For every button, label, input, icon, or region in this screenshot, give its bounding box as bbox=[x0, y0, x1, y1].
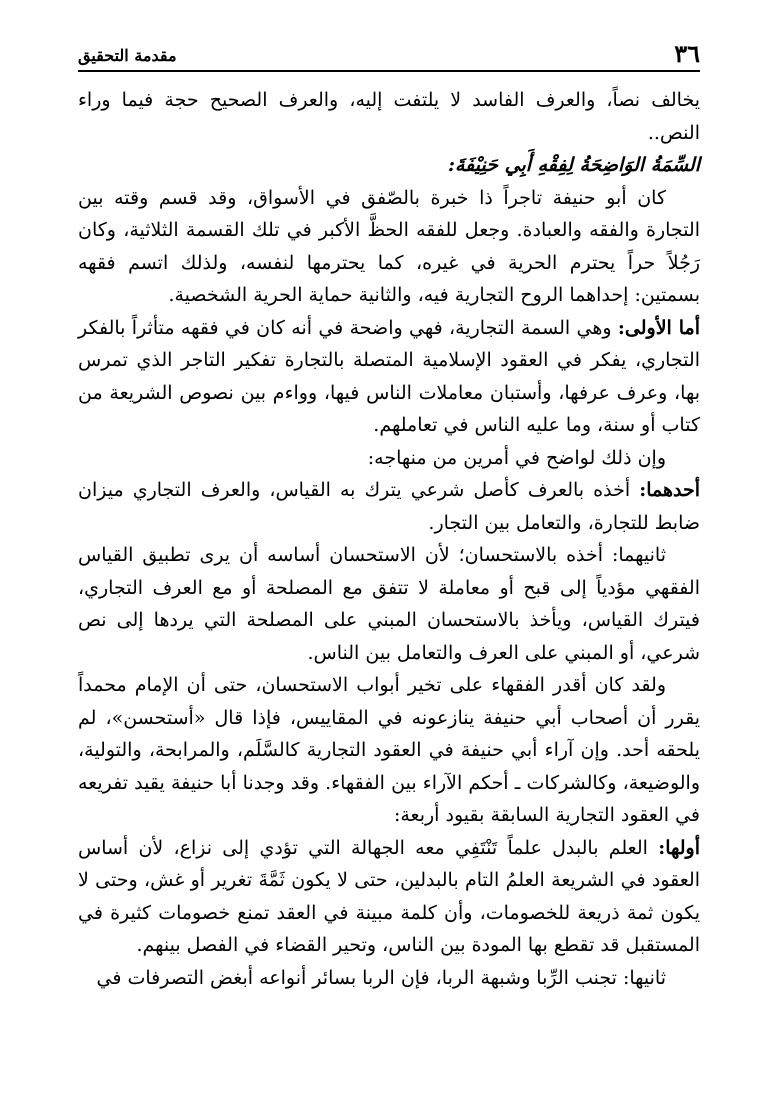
paragraph: يخالف نصاً، والعرف الفاسد لا يلتفت إليه، والعرف الصحيح حجة فيما وراء النص.. bbox=[78, 89, 700, 144]
paragraph-text: تجنب الرِّبا وشبهة الربا، فإن الربا بسائر أنواعه أبغض التصرفات في bbox=[96, 966, 623, 989]
paragraph: وإن ذلك لواضح في أمرين من منهاجه: bbox=[367, 446, 666, 469]
paragraph: ولقد كان أقدر الفقهاء على تخير أبواب الاستحسان، حتى أن الإمام محمداً يقرر أن أصحاب أبي حنيفة ينازعونه في المقاييس، فإذا قال «أستحسن»، لم يلحقه أحد. وإن آراء أبي حنيفة في العقود التجارية كالسَّلَم، والمرابحة، والتولية، والوضيعة، وكالشركات ـ أحكم الآراء بين الفقهاء. وقد وجدنا أبا حنيفة يقيد تفريعه في العقود التجارية السابقة بقيود أربعة: bbox=[78, 674, 700, 826]
paragraph bbox=[78, 539, 700, 669]
paragraph-lead: أولها: bbox=[658, 836, 700, 859]
paragraph-text: العلم بالبدل علماً تَنْتَفِي معه الجهالة التي تؤدي إلى نزاع، لأن أساس العقود في الشريعة العلمُ التام بالبدلين، حتى لا يكون ثَمَّةَ تغرير أو غش، وحتى لا يكون ثمة ذريعة للخصومات، وأن كلمة مبينة في العقد تمنع خصومات كثيرة في المستقبل قد تقطع بها المودة بين الناس، وتحير القضاء في الفصل بينهم. bbox=[78, 836, 700, 956]
running-title: مقدمة التحقيق bbox=[78, 46, 177, 65]
paragraph-lead: أحدهما: bbox=[639, 479, 700, 501]
paragraph bbox=[78, 474, 700, 539]
paragraph-lead: ثانيها: bbox=[622, 966, 666, 989]
page-number: ٣٦ bbox=[674, 39, 700, 68]
paragraph bbox=[78, 312, 700, 442]
paragraph-lead: ثانيهما: bbox=[611, 544, 666, 566]
section-heading: السِّمَةُ الوَاضِحَةُ لِفِقْهِ أَبِي حَنِيْفَةَ: bbox=[447, 154, 700, 176]
paragraph-text: أخذه بالعرف كأصل شرعي يترك به القياس، والعرف التجاري ميزان ضابط للتجارة، والتعامل بين التجار. bbox=[78, 479, 700, 534]
paragraph bbox=[78, 962, 700, 995]
paragraph-text: أخذه بالاستحسان؛ لأن الاستحسان أساسه أن يرى تطبيق القياس الفقهي مؤدياً إلى قبح أو معاملة لا تتفق مع المصلحة أو مع العرف التجاري، فيترك القياس، ويأخذ بالاستحسان المبني على المصلحة التي يردها إلى نص شرعي، أو المبني على العرف والتعامل بين الناس. bbox=[78, 544, 700, 664]
paragraph: كان أبو حنيفة تاجراً ذا خبرة بالصّفق في الأسواق، وقد قسم وقته بين التجارة والفقه والعبادة. وجعل للفقه الحظَّ الأكبر في تلك القسمة الثلاثية، وكان رَجُلاً حراً يحترم الحرية في غيره، كما يحترمها لنفسه، ولذلك اتسم فقهه بسمتين: إحداهما الروح التجارية فيه، والثانية حماية الحرية الشخصية. bbox=[78, 186, 700, 306]
page-header bbox=[78, 40, 700, 72]
paragraph-lead: أما الأولى: bbox=[617, 316, 700, 339]
paragraph bbox=[78, 832, 700, 962]
paragraph-text: وهي السمة التجارية، فهي واضحة في أنه كان في فقهه متأثراً بالفكر التجاري، يفكر في العقود الإسلامية المتصلة بالتجارة تفكير التاجر الذي تمرس بها، وعرف عرفها، وأستبان معاملات الناس فيها، وواءم بين نصوص الشريعة من كتاب أو سنة، وما عليه الناس في تعاملهم. bbox=[78, 316, 700, 436]
page-body bbox=[78, 84, 700, 994]
